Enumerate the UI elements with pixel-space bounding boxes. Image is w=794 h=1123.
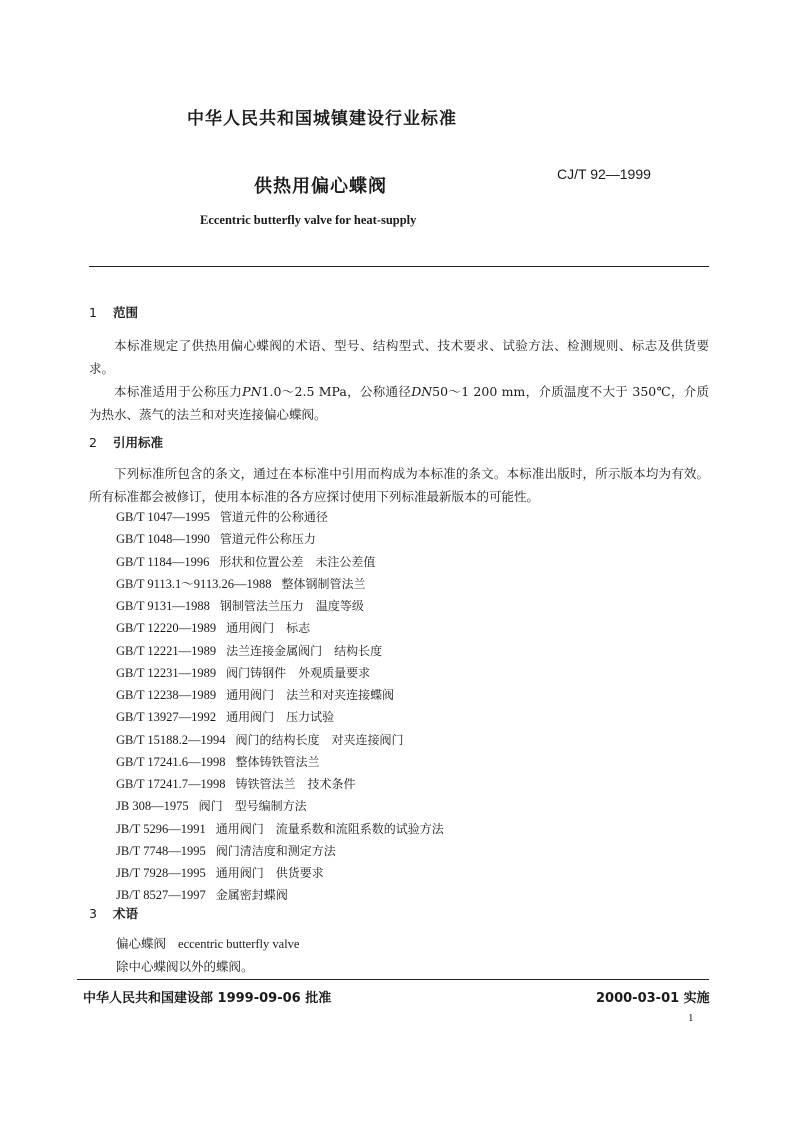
reference-code: GB/T 12231—1989 <box>116 665 217 680</box>
approval-date: 中华人民共和国建设部 1999-09-06 批准 <box>83 991 332 1006</box>
reference-title: 阀门 型号编制方法 <box>198 799 307 814</box>
reference-code: JB 308—1975 <box>116 799 189 814</box>
reference-item <box>116 751 444 773</box>
reference-code: GB/T 15188.2—1994 <box>116 732 226 747</box>
reference-code: JB/T 8527—1997 <box>116 888 206 903</box>
reference-item <box>116 706 444 728</box>
reference-code: GB/T 13927—1992 <box>116 710 217 725</box>
reference-title: 法兰连接金属阀门 结构长度 <box>226 643 383 658</box>
reference-item <box>116 662 444 684</box>
section-1-heading <box>89 303 138 321</box>
reference-item <box>116 573 444 595</box>
section-2-heading <box>89 433 163 451</box>
reference-item <box>116 528 444 550</box>
reference-code: JB/T 5296—1991 <box>116 821 206 836</box>
reference-item <box>116 818 444 840</box>
document-title-english: Eccentric butterfly valve for heat-supply <box>200 213 417 227</box>
pn-symbol: PN <box>242 384 262 399</box>
scope-text: 本标准适用于公称压力 <box>114 384 243 399</box>
reference-item <box>116 795 444 817</box>
implementation-date: 2000-03-01 实施 <box>596 991 710 1006</box>
reference-item <box>116 840 444 862</box>
reference-item <box>116 506 444 528</box>
issuing-organization: 中华人民共和国城镇建设行业标准 <box>187 109 457 129</box>
reference-title: 通用阀门 供货要求 <box>215 866 324 880</box>
section-number: 3 <box>89 906 97 921</box>
reference-item <box>116 640 444 662</box>
reference-item <box>116 684 444 706</box>
header-divider <box>89 266 709 267</box>
reference-title: 阀门铸钢件 外观质量要求 <box>226 665 371 680</box>
reference-item <box>116 729 444 751</box>
reference-item <box>116 773 444 795</box>
reference-item <box>116 551 444 573</box>
reference-code: JB/T 7928—1995 <box>116 866 206 880</box>
reference-list <box>116 506 444 907</box>
reference-title: 形状和位置公差 未注公差值 <box>219 554 376 569</box>
reference-title: 管道元件公称压力 <box>219 532 316 547</box>
standard-code: CJ/T 92—1999 <box>557 166 651 182</box>
reference-title: 通用阀门 压力试验 <box>226 710 335 725</box>
reference-title: 阀门清洁度和测定方法 <box>215 843 336 858</box>
term-english: eccentric butterfly valve <box>178 937 300 951</box>
term-entry <box>116 934 299 952</box>
page-number: 1 <box>688 1012 694 1024</box>
references-intro: 下列标准所包含的条文，通过在本标准中引用而构成为本标准的条文。本标准出版时，所示版本均为有效。所有标准都会被修订，使用本标准的各方应探讨使用下列标准最新版本的可能性。 <box>89 466 709 504</box>
reference-title: 铸铁管法兰 技术条件 <box>235 777 356 791</box>
reference-code: JB/T 7748—1995 <box>116 843 206 858</box>
reference-title: 通用阀门 标志 <box>226 621 311 636</box>
section-3-heading <box>89 904 138 922</box>
reference-title: 通用阀门 法兰和对夹连接蝶阀 <box>226 688 395 702</box>
reference-item <box>116 617 444 639</box>
reference-code: GB/T 12238—1989 <box>116 688 217 702</box>
scope-text: 1.0～2.5 MPa，公称通径 <box>261 384 412 399</box>
scope-paragraph-2 <box>89 380 709 426</box>
reference-code: GB/T 12221—1989 <box>116 643 217 658</box>
section-title: 范围 <box>113 305 139 320</box>
reference-title: 阀门的结构长度 对夹连接阀门 <box>235 732 404 747</box>
section-number: 2 <box>89 435 97 450</box>
reference-code: GB/T 17241.6—1998 <box>116 754 226 769</box>
document-title-chinese: 供热用偏心蝶阀 <box>254 176 387 197</box>
reference-item <box>116 884 444 906</box>
reference-title: 整体铸铁管法兰 <box>235 754 320 769</box>
reference-title: 整体钢制管法兰 <box>281 576 366 591</box>
section-title: 引用标准 <box>113 435 164 450</box>
scope-paragraph-1: 本标准规定了供热用偏心蝶阀的术语、型号、结构型式、技术要求、试验方法、检测规则、标志及供货要求。 <box>89 338 709 376</box>
reference-code: GB/T 9131—1988 <box>116 599 210 613</box>
term-chinese: 偏心蝶阀 <box>116 936 167 951</box>
reference-code: GB/T 9113.1～9113.26—1988 <box>116 576 272 591</box>
reference-code: GB/T 1184—1996 <box>116 554 210 569</box>
reference-item <box>116 595 444 617</box>
reference-code: GB/T 1048—1990 <box>116 532 210 547</box>
reference-item <box>116 862 444 884</box>
term-definition: 除中心蝶阀以外的蝶阀。 <box>116 959 254 974</box>
reference-code: GB/T 17241.7—1998 <box>116 777 226 791</box>
section-title: 术语 <box>113 906 139 921</box>
dn-symbol: DN <box>411 384 433 399</box>
reference-title: 金属密封蝶阀 <box>215 888 288 903</box>
reference-title: 通用阀门 流量系数和流阻系数的试验方法 <box>215 821 444 836</box>
scope-text: 50～1 200 mm，介质温度不大于 350℃，介质为热水、蒸气的法兰和对夹连接偏心蝶阀。 <box>89 384 709 422</box>
reference-code: GB/T 1047—1995 <box>116 510 210 524</box>
reference-code: GB/T 12220—1989 <box>116 621 217 636</box>
reference-title: 管道元件的公称通径 <box>219 510 328 524</box>
section-number: 1 <box>89 305 97 320</box>
reference-title: 钢制管法兰压力 温度等级 <box>219 599 364 613</box>
footer-divider <box>77 979 709 980</box>
